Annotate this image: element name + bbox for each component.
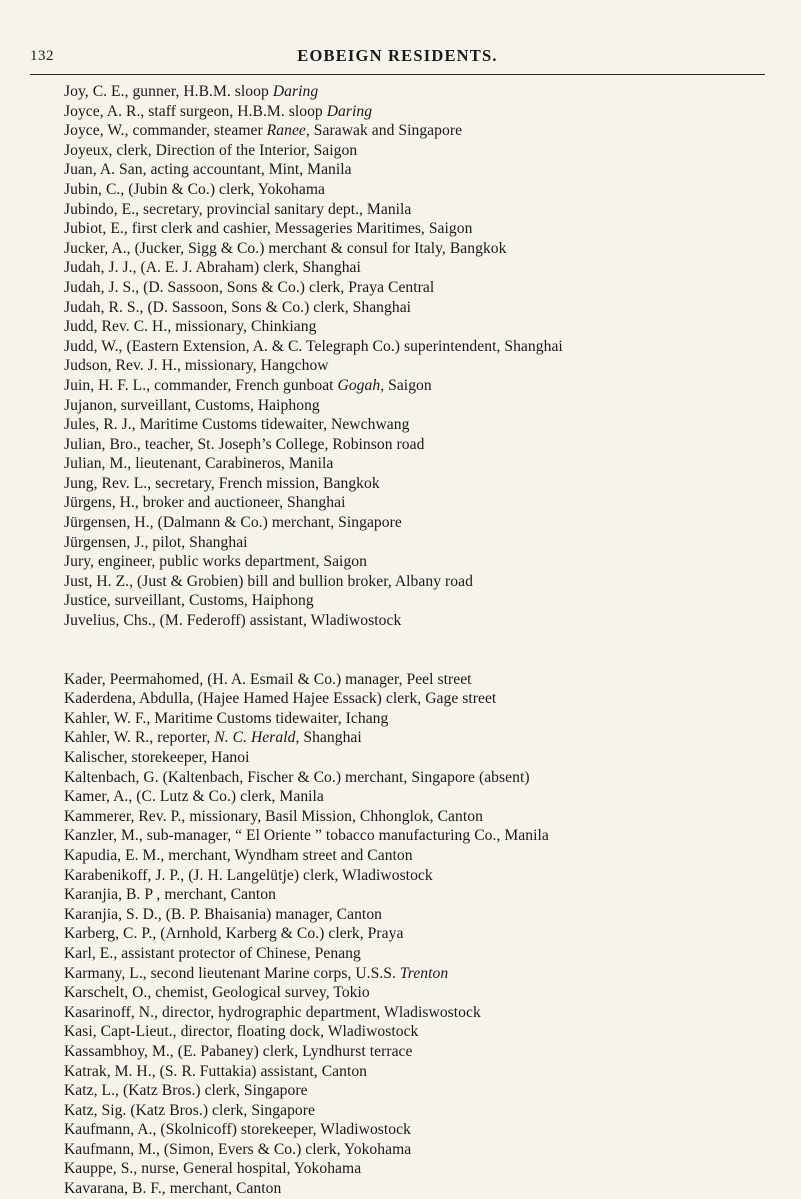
entry-text-after: , Saigon bbox=[380, 376, 432, 394]
entry-text: Kammerer, Rev. P., missionary, Basil Mission, Chhonglok, Canton bbox=[64, 807, 483, 825]
directory-entry bbox=[64, 964, 796, 984]
entry-text: Joyce, W., commander, steamer bbox=[64, 122, 267, 140]
directory-entries bbox=[64, 82, 796, 1199]
directory-entry bbox=[64, 493, 796, 513]
directory-entry bbox=[64, 239, 796, 259]
entry-text: Kahler, W. R., reporter, bbox=[64, 729, 215, 747]
directory-entry bbox=[64, 552, 796, 572]
entry-text: Karl, E., assistant protector of Chinese, Penang bbox=[64, 944, 361, 962]
entry-text: Jürgens, H., broker and auctioneer, Shanghai bbox=[64, 494, 346, 512]
entry-text: Karschelt, O., chemist, Geological survey, Tokio bbox=[64, 984, 370, 1002]
directory-entry bbox=[64, 533, 796, 553]
entry-text: Julian, Bro., teacher, St. Joseph’s College, Robinson road bbox=[64, 435, 425, 453]
entry-text: Judah, J. J., (A. E. J. Abraham) clerk, Shanghai bbox=[64, 259, 361, 277]
directory-entry bbox=[64, 846, 796, 866]
directory-entry bbox=[64, 709, 796, 729]
directory-entry bbox=[64, 1062, 796, 1082]
section-gap bbox=[64, 631, 796, 670]
entry-text: Jubindo, E., secretary, provincial sanitary dept., Manila bbox=[64, 200, 412, 218]
entry-text: Justice, surveillant, Customs, Haiphong bbox=[64, 592, 314, 610]
entry-text: Julian, M., lieutenant, Carabineros, Manila bbox=[64, 455, 334, 473]
directory-entry bbox=[64, 141, 796, 161]
entry-text: Kaufmann, A., (Skolnicoff) storekeeper, Wladiwostock bbox=[64, 1121, 411, 1139]
entry-text: Kasi, Capt-Lieut., director, floating dock, Wladiwostock bbox=[64, 1023, 419, 1041]
directory-entry bbox=[64, 924, 796, 944]
directory-entry bbox=[64, 1003, 796, 1023]
entry-text: Kanzler, M., sub-manager, “ El Oriente ” tobacco manufacturing Co., Manila bbox=[64, 827, 549, 845]
entry-text: Joy, C. E., gunner, H.B.M. sloop bbox=[64, 83, 273, 100]
directory-entry bbox=[64, 317, 796, 337]
entry-text: Katrak, M. H., (S. R. Futtakia) assistant, Canton bbox=[64, 1062, 368, 1080]
entry-text: Jury, engineer, public works department, Saigon bbox=[64, 553, 367, 571]
entry-text: Kaufmann, M., (Simon, Evers & Co.) clerk, Yokohama bbox=[64, 1140, 412, 1158]
entry-text: Kavarana, B. F., merchant, Canton bbox=[64, 1180, 282, 1198]
entry-text: Kamer, A., (C. Lutz & Co.) clerk, Manila bbox=[64, 788, 324, 806]
entry-text: Kaltenbach, G. (Kaltenbach, Fischer & Co.) merchant, Singapore (absent) bbox=[64, 768, 530, 786]
directory-entry bbox=[64, 258, 796, 278]
entry-text: Kasarinoff, N., director, hydrographic department, Wladiswostock bbox=[64, 1003, 481, 1021]
directory-entry bbox=[64, 219, 796, 239]
directory-entry bbox=[64, 1140, 796, 1160]
entry-text: Jucker, A., (Jucker, Sigg & Co.) merchant & consul for Italy, Bangkok bbox=[64, 239, 507, 257]
directory-entry bbox=[64, 572, 796, 592]
directory-entry bbox=[64, 82, 796, 102]
page-number: 132 bbox=[30, 48, 54, 64]
directory-entry bbox=[64, 180, 796, 200]
entry-text: Judah, R. S., (D. Sassoon, Sons & Co.) clerk, Shanghai bbox=[64, 298, 412, 316]
directory-entry bbox=[64, 1120, 796, 1140]
entry-text: Kahler, W. F., Maritime Customs tidewaiter, Ichang bbox=[64, 709, 389, 727]
directory-entry bbox=[64, 435, 796, 455]
directory-entry bbox=[64, 396, 796, 416]
entry-text: Jürgensen, H., (Dalmann & Co.) merchant, Singapore bbox=[64, 514, 402, 532]
entry-text: Jules, R. J., Maritime Customs tidewaiter, Newchwang bbox=[64, 416, 410, 434]
entry-text: Juan, A. San, acting accountant, Mint, Manila bbox=[64, 161, 352, 179]
entry-text: Judd, Rev. C. H., missionary, Chinkiang bbox=[64, 318, 317, 336]
entry-text: Kader, Peermahomed, (H. A. Esmail & Co.) manager, Peel street bbox=[64, 670, 472, 688]
entry-text: Judson, Rev. J. H., missionary, Hangchow bbox=[64, 357, 329, 375]
entry-text: Katz, L., (Katz Bros.) clerk, Singapore bbox=[64, 1082, 308, 1100]
directory-entry bbox=[64, 454, 796, 474]
entry-text: Joyce, A. R., staff surgeon, H.B.M. sloop bbox=[64, 102, 327, 120]
entry-text: Kauppe, S., nurse, General hospital, Yokohama bbox=[64, 1160, 362, 1178]
entry-text: Karabenikoff, J. P., (J. H. Langelütje) clerk, Wladiwostock bbox=[64, 866, 433, 884]
directory-entry bbox=[64, 200, 796, 220]
directory-entry bbox=[64, 807, 796, 827]
entry-text: Jubiot, E., first clerk and cashier, Messageries Maritimes, Saigon bbox=[64, 220, 473, 238]
entry-text: Jung, Rev. L., secretary, French mission, Bangkok bbox=[64, 474, 380, 492]
directory-entry bbox=[64, 356, 796, 376]
directory-entry bbox=[64, 866, 796, 886]
entry-text-after: , Shanghai bbox=[295, 729, 362, 747]
directory-entry bbox=[64, 415, 796, 435]
directory-entry bbox=[64, 689, 796, 709]
header-rule bbox=[30, 74, 765, 75]
entry-text: Just, H. Z., (Just & Grobien) bill and bullion broker, Albany road bbox=[64, 572, 473, 590]
directory-entry bbox=[64, 944, 796, 964]
directory-entry bbox=[64, 768, 796, 788]
entry-text: Jubin, C., (Jubin & Co.) clerk, Yokohama bbox=[64, 180, 326, 198]
directory-entry bbox=[64, 611, 796, 631]
entry-italic-name: Daring bbox=[272, 83, 319, 100]
entry-text: Kassambhoy, M., (E. Pabaney) clerk, Lyndhurst terrace bbox=[64, 1042, 413, 1060]
entry-text-after: , Sarawak and Singapore bbox=[305, 122, 463, 140]
directory-entry bbox=[64, 728, 796, 748]
entry-text: Juin, H. F. L., commander, French gunboat bbox=[64, 376, 338, 394]
entry-text: Kapudia, E. M., merchant, Wyndham street and Canton bbox=[64, 846, 413, 864]
entry-text: Kaderdena, Abdulla, (Hajee Hamed Hajee Essack) clerk, Gage street bbox=[64, 690, 497, 708]
directory-entry bbox=[64, 121, 796, 141]
directory-entry bbox=[64, 1179, 796, 1199]
directory-entry bbox=[64, 787, 796, 807]
entry-text: Karberg, C. P., (Arnhold, Karberg & Co.) clerk, Praya bbox=[64, 925, 404, 943]
directory-entry bbox=[64, 102, 796, 122]
entry-text: Karmany, L., second lieutenant Marine corps, U.S.S. bbox=[64, 964, 400, 982]
directory-entry bbox=[64, 885, 796, 905]
directory-entry bbox=[64, 905, 796, 925]
entry-text: Joyeux, clerk, Direction of the Interior, Saigon bbox=[64, 141, 358, 159]
page-header bbox=[30, 44, 765, 70]
running-head: EOBEIGN RESIDENTS. bbox=[297, 46, 498, 65]
entry-text: Judah, J. S., (D. Sassoon, Sons & Co.) clerk, Praya Central bbox=[64, 278, 435, 296]
directory-entry bbox=[64, 670, 796, 690]
entry-text: Jürgensen, J., pilot, Shanghai bbox=[64, 533, 248, 551]
directory-entry bbox=[64, 376, 796, 396]
directory-entry bbox=[64, 826, 796, 846]
directory-entry bbox=[64, 1101, 796, 1121]
entry-italic-name: Ranee bbox=[266, 122, 306, 140]
directory-entry bbox=[64, 298, 796, 318]
directory-entry bbox=[64, 1022, 796, 1042]
directory-entry bbox=[64, 278, 796, 298]
entry-text: Karanjia, S. D., (B. P. Bhaisania) manager, Canton bbox=[64, 905, 383, 923]
directory-entry bbox=[64, 474, 796, 494]
entry-italic-name: Daring bbox=[326, 102, 373, 120]
entry-text: Karanjia, B. P , merchant, Canton bbox=[64, 886, 276, 904]
directory-entry bbox=[64, 748, 796, 768]
entry-text: Judd, W., (Eastern Extension, A. & C. Telegraph Co.) superintendent, Shanghai bbox=[64, 337, 563, 355]
directory-entry bbox=[64, 513, 796, 533]
entry-text: Kalischer, storekeeper, Hanoi bbox=[64, 749, 250, 766]
directory-entry bbox=[64, 591, 796, 611]
directory-entry bbox=[64, 337, 796, 357]
directory-entry bbox=[64, 1159, 796, 1179]
entry-italic-name: Gogah bbox=[337, 376, 381, 394]
entry-italic-name: Trenton bbox=[399, 964, 449, 982]
directory-entry bbox=[64, 1042, 796, 1062]
directory-entry bbox=[64, 1081, 796, 1101]
entry-text: Katz, Sig. (Katz Bros.) clerk, Singapore bbox=[64, 1101, 315, 1119]
entry-text: Juvelius, Chs., (M. Federoff) assistant, Wladiwostock bbox=[64, 612, 402, 630]
entry-italic-name: N. C. Herald bbox=[214, 729, 296, 747]
directory-entry bbox=[64, 983, 796, 1003]
directory-entry bbox=[64, 160, 796, 180]
entry-text: Jujanon, surveillant, Customs, Haiphong bbox=[64, 396, 320, 414]
